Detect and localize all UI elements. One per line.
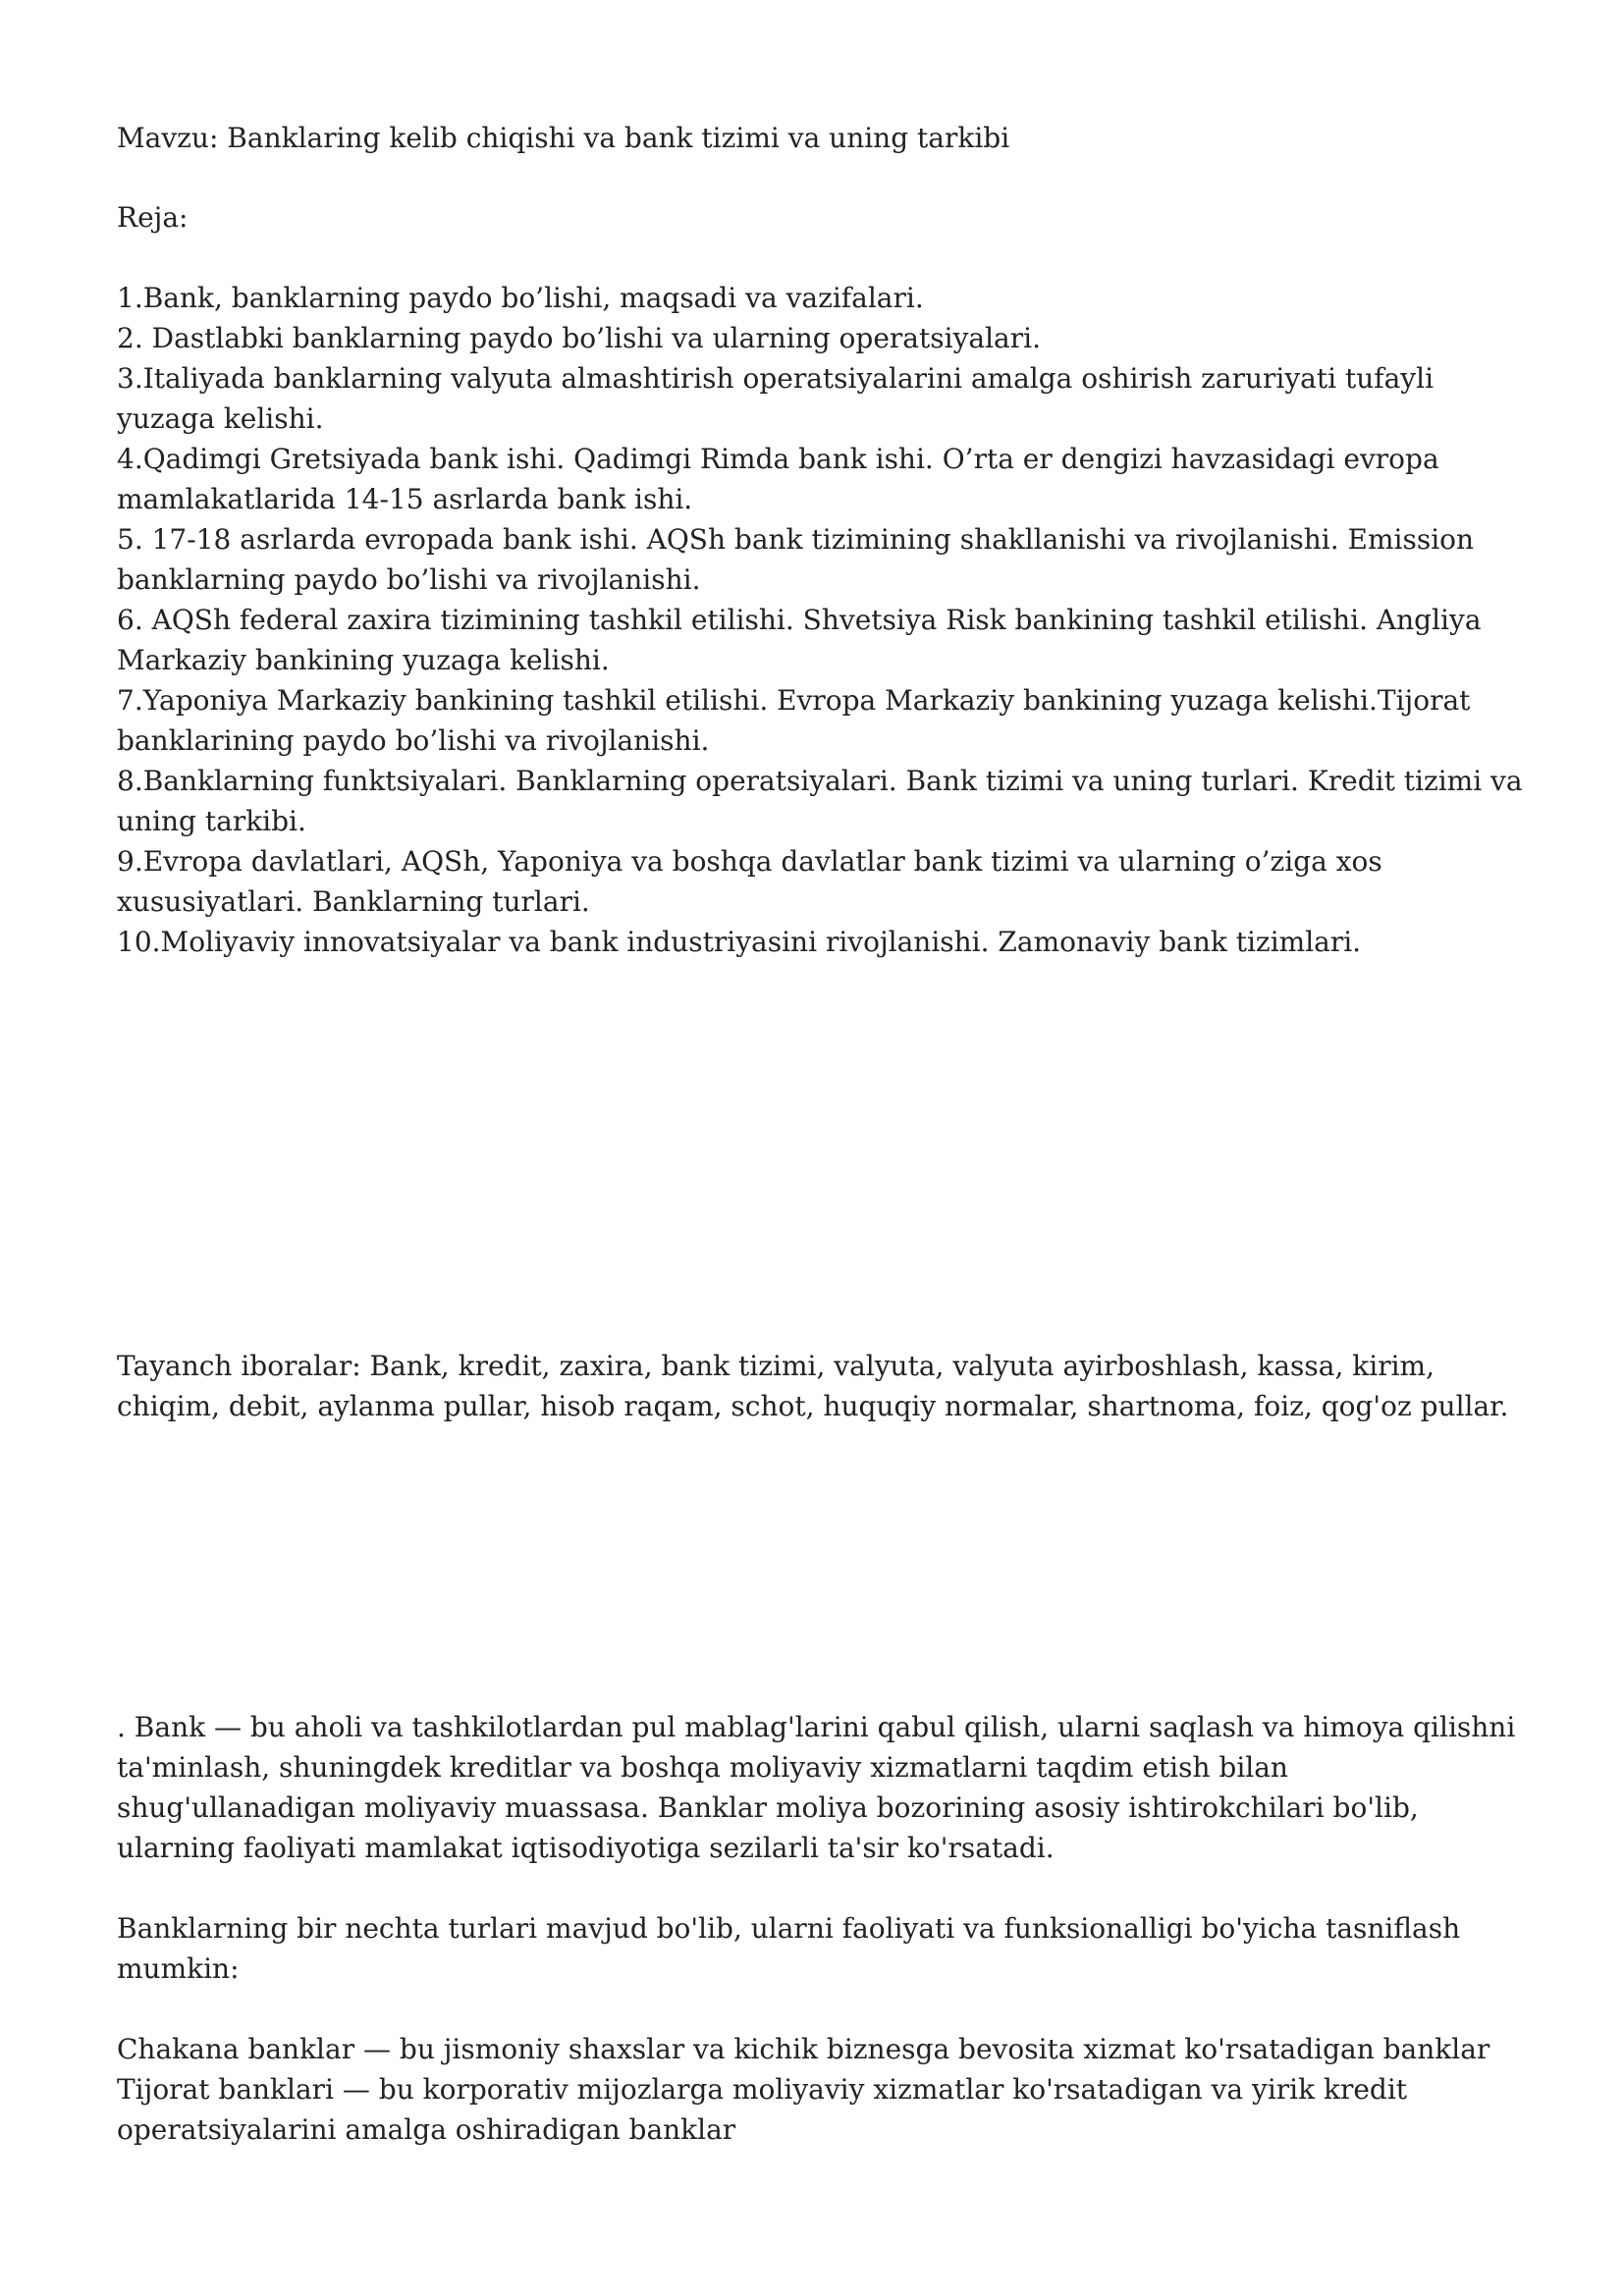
plan-item: 10.Moliyaviy innovatsiyalar va bank industriyasini rivojlanishi. Zamonaviy bank tizimlari. [117,926,1362,958]
commercial-banks-paragraph: Tijorat banklari — bu korporativ mijozlarga moliyaviy xizmatlar ko'rsatadigan va yirik kredit operatsiyalarini amalga oshiradigan banklar [117,2073,1416,2146]
bank-definition-paragraph: . Bank — bu aholi va tashkilotlardan pul mablag'larini qabul qilish, ularni saqlash va himoya qilishni ta'minlash, shuningdek kreditlar va boshqa moliyaviy xizmatlarni taqdim etish bilan shug'ullanadigan moliyaviy muassasa. Banklar moliya bozorining asosiy ishtirokchilari bo'lib, ularning faoliyati mamlakat iqtisodiyotiga sezilarli ta'sir ko'rsatadi. [117,1711,1525,1864]
plan-item: 3.Italiyada banklarning valyuta almashtirish operatsiyalarini amalga oshirish zaruriyati tufayli yuzaga kelishi. [117,362,1442,435]
plan-item: 4.Qadimgi Gretsiyada bank ishi. Qadimgi Rimda bank ishi. O’rta er dengizi havzasidagi evropa mamlakatlarida 14-15 asrlarda bank ishi. [117,443,1448,515]
plan-item: 9.Evropa davlatlari, AQSh, Yaponiya va boshqa davlatlar bank tizimi va ularning o’ziga xos xususiyatlari. Banklarning turlari. [117,845,1391,918]
plan-item: 6. AQSh federal zaxira tizimining tashkil etilishi. Shvetsiya Risk bankining tashkil etilishi. Angliya Markaziy bankining yuzaga kelishi. [117,604,1490,676]
bank-types-intro: Banklarning bir nechta turlari mavjud bo'lib, ularni faoliyati va funksionalligi bo'yicha tasniflash mumkin: [117,1912,1470,1985]
keywords-paragraph: Tayanch iboralar: Bank, kredit, zaxira, bank tizimi, valyuta, valyuta ayirboshlash, kassa, kirim, chiqim, debit, aylanma pullar, hisob raqam, schot, huquqiy normalar, shartnoma, foiz, qog'oz pullar. [117,1350,1509,1422]
plan-item: 2. Dastlabki banklarning paydo bo’lishi va ularning operatsiyalari. [117,322,1041,354]
plan-list [117,278,1531,962]
plan-item: 7.Yaponiya Markaziy bankining tashkil etilishi. Evropa Markaziy bankining yuzaga kelishi.Tijorat banklarining paydo bo’lishi va rivojlanishi. [117,684,1480,757]
plan-heading: Reja: [117,201,189,234]
plan-item: 8.Banklarning funktsiyalari. Banklarning operatsiyalari. Bank tizimi va uning turlari. Kredit tizimi va uning tarkibi. [117,765,1532,837]
retail-banks-paragraph: Chakana banklar — bu jismoniy shaxslar va kichik biznesga bevosita xizmat ko'rsatadigan banklar [117,2033,1490,2065]
plan-item: 5. 17-18 asrlarda evropada bank ishi. AQSh bank tizimining shakllanishi va rivojlanishi. Emission banklarning paydo bo’lishi va rivojlanishi. [117,523,1483,596]
document-page [117,118,1531,2150]
plan-item: 1.Bank, banklarning paydo bo’lishi, maqsadi va vazifalari. [117,282,924,314]
document-title: Mavzu: Banklaring kelib chiqishi va bank tizimi va uning tarkibi [117,122,1010,154]
